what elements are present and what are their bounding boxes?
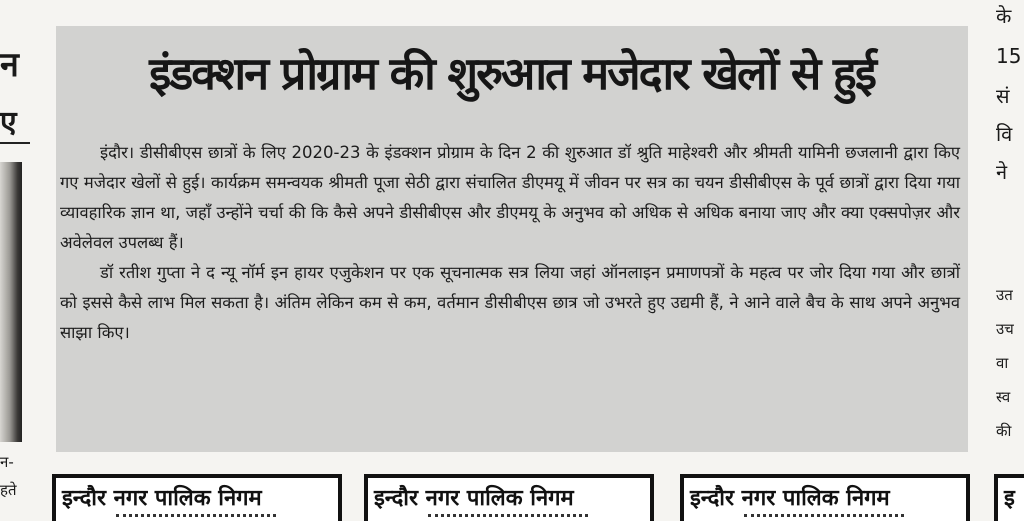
article-body — [60, 138, 960, 348]
ad-box — [680, 474, 970, 521]
ad-subtitle-cropped — [428, 514, 588, 521]
right-column-text-fragment: सं — [996, 84, 1010, 108]
right-column-text-fragment: उत — [996, 286, 1013, 304]
ad-title: इन्दौर नगर पालिक निगम — [690, 486, 890, 511]
left-adjacent-column — [0, 0, 30, 521]
ad-subtitle-cropped — [116, 514, 276, 521]
left-column-divider — [0, 142, 30, 144]
left-column-text-fragment: न- — [0, 453, 14, 471]
right-column-text-fragment: उच — [996, 320, 1014, 338]
ad-title: इन्दौर नगर पालिक निगम — [62, 486, 262, 511]
right-column-text-fragment: वा — [996, 354, 1009, 372]
article-headline: इंडक्शन प्रोग्राम की शुरुआत मजेदार खेलों से हुई — [149, 47, 875, 100]
right-column-text-fragment: 15 — [996, 44, 1022, 68]
ad-box — [364, 474, 654, 521]
ad-subtitle-cropped — [744, 514, 904, 521]
ad-box — [994, 474, 1024, 521]
article-paragraph: डॉ रतीश गुप्ता ने द न्यू नॉर्म इन हायर एजुकेशन पर एक सूचनात्मक सत्र लिया जहां ऑनलाइन प्रमाणपत्रों के महत्व पर जोर दिया गया और छात्रों को इससे कैसे लाभ मिल सकता है। अंतिम लेकिन कम से कम, वर्तमान डीसीबीएस छात्र जो उभरते हुए उद्यमी हैं, ने आने वाले बैच के साथ अपने अनुभव साझा किए। — [60, 263, 960, 342]
article-paragraph: इंदौर। डीसीबीएस छात्रों के लिए 2020-23 के इंडक्शन प्रोग्राम के दिन 2 की शुरुआत डॉ श्रुति माहेश्वरी और श्रीमती यामिनी छजलानी द्वारा किए गए मजेदार खेलों से हुई। कार्यक्रम समन्वयक श्रीमती पूजा सेठी द्वारा संचालित डीएमयू में जीवन पर सत्र का चयन डीसीबीएस के पूर्व छात्रों द्वारा दिया गया व्यावहारिक ज्ञान था, जहाँ उन्होंने चर्चा की कि कैसे अपने डीसीबीएस और डीएमयू के अनुभव को अधिक से अधिक बनाया जाए और क्या एक्सपोज़र और अवेलेवल उपलब्ध हैं। — [60, 143, 960, 252]
right-column-text-fragment: स्व — [996, 388, 1011, 406]
left-column-text-fragment: ए — [0, 105, 17, 140]
ad-title: इ — [1004, 486, 1015, 511]
right-column-text-fragment: ने — [996, 160, 1008, 184]
right-adjacent-column — [992, 0, 1024, 470]
news-article — [56, 26, 968, 452]
left-column-text-fragment: न — [0, 45, 19, 85]
right-column-text-fragment: की — [996, 422, 1012, 440]
right-column-text-fragment: वि — [996, 122, 1013, 146]
ad-title: इन्दौर नगर पालिक निगम — [374, 486, 574, 511]
right-column-text-fragment: के — [996, 4, 1012, 28]
left-column-text-fragment: हते — [0, 481, 17, 499]
ad-box — [52, 474, 342, 521]
left-column-photo — [0, 162, 22, 442]
